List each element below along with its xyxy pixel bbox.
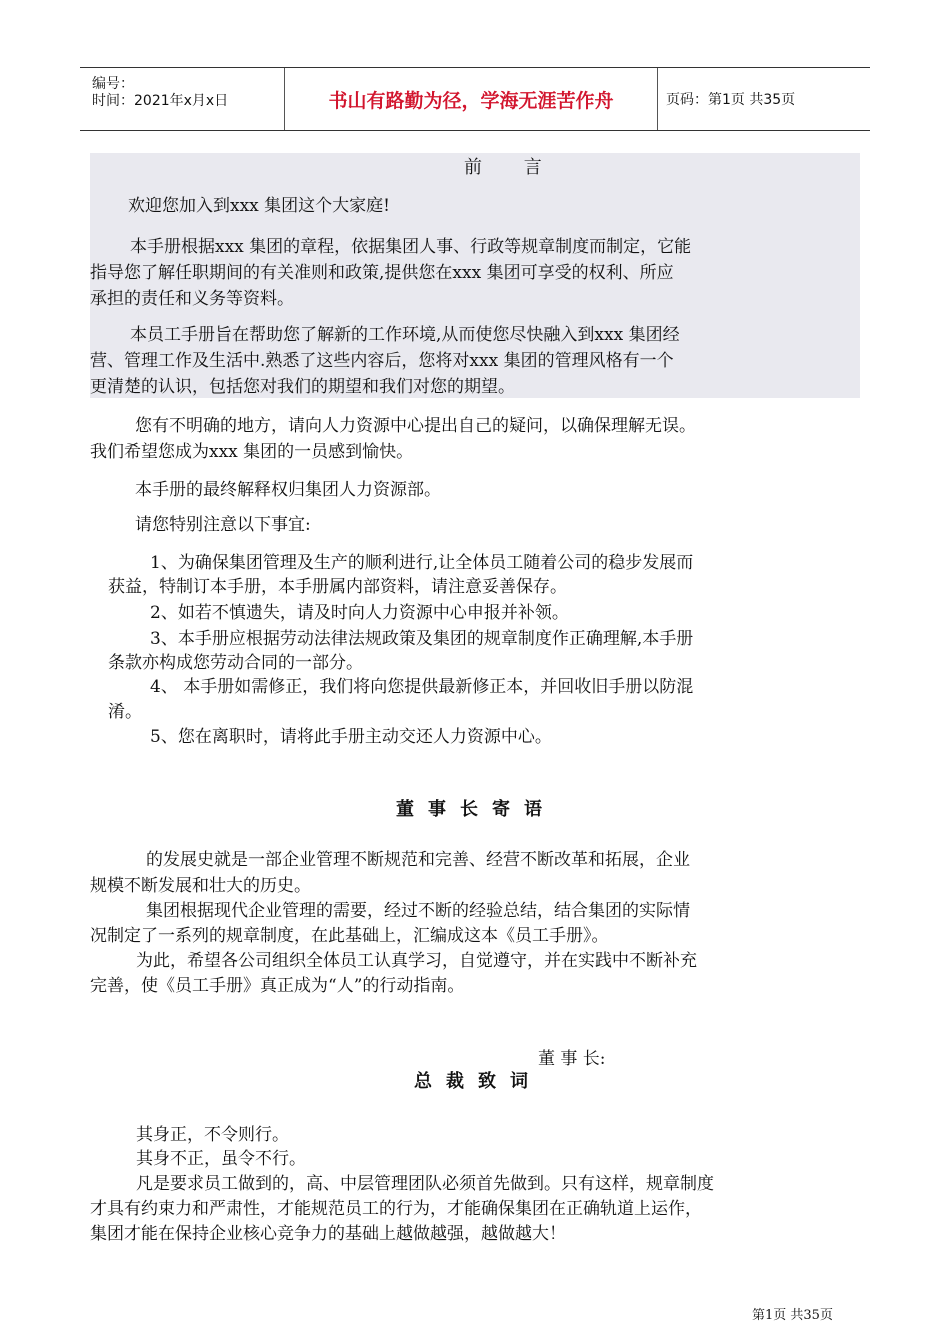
number-label: 编号：	[92, 76, 134, 92]
preface-p5: 请您特别注意以下事宜:	[135, 515, 311, 535]
time-label: 时间：2021年x月x日	[92, 93, 229, 109]
document-header	[80, 67, 870, 131]
chairman-title: 董事长寄语	[396, 799, 556, 820]
header-info-cell	[80, 68, 284, 130]
preface-p2-line3: 更清楚的认识，包括您对我们的期望和我们对您的期望。	[90, 377, 515, 397]
notice-item-5: 5、您在离职时，请将此手册主动交还人力资源中心。	[150, 727, 552, 747]
notice-item-1-line1: 1、为确保集团管理及生产的顺利进行,让全体员工随着公司的稳步发展而	[150, 553, 694, 573]
preface-p1-line1: 本手册根据xxx 集团的章程，依据集团人事、行政等规章制度而制定，它能	[130, 237, 692, 257]
president-line2: 其身不正，虽令不行。	[136, 1149, 306, 1169]
president-line1: 其身正，不令则行。	[136, 1125, 289, 1145]
page-footer: 第1页 共35页	[752, 1308, 833, 1323]
chairman-p3-line2: 完善，使《员工手册》真正成为“人”的行动指南。	[90, 976, 465, 996]
preface-p1-line3: 承担的责任和义务等资料。	[90, 289, 294, 309]
preface-p3-line2: 我们希望您成为xxx 集团的一员感到愉快。	[90, 442, 414, 462]
preface-p2-line2: 营、管理工作及生活中.熟悉了这些内容后，您将对xxx 集团的管理风格有一个	[90, 351, 674, 371]
preface-p1-line2: 指导您了解任职期间的有关准则和政策,提供您在xxx 集团可享受的权利、所应	[90, 263, 674, 283]
president-p-line2: 才具有约束力和严肃性，才能规范员工的行为，才能确保集团在正确轨道上运作，	[90, 1199, 702, 1219]
chairman-p1-line1: 的发展史就是一部企业管理不断规范和完善、经营不断改革和拓展，企业	[146, 850, 690, 870]
preface-welcome: 欢迎您加入到xxx 集团这个大家庭!	[128, 196, 390, 216]
chairman-p1-line2: 规模不断发展和壮大的历史。	[90, 876, 311, 896]
notice-item-4-line1: 4、 本手册如需修正，我们将向您提供最新修正本，并回收旧手册以防混	[150, 677, 694, 697]
notice-item-3-line1: 3、本手册应根据劳动法律法规政策及集团的规章制度作正确理解,本手册	[150, 629, 694, 649]
chairman-p3-line1: 为此，希望各公司组织全体员工认真学习，自觉遵守，并在实践中不断补充	[136, 951, 697, 971]
chairman-signature: 董 事 长:	[538, 1049, 606, 1069]
preface-p2-line1: 本员工手册旨在帮助您了解新的工作环境,从而使您尽快融入到xxx 集团经	[130, 325, 680, 345]
preface-p3-line1: 您有不明确的地方，请向人力资源中心提出自己的疑问，以确保理解无误。	[135, 416, 696, 436]
notice-item-4-line2: 淆。	[108, 702, 142, 722]
preface-title: 前 言	[464, 157, 560, 178]
notice-item-2: 2、如若不慎遗失，请及时向人力资源中心申报并补领。	[150, 603, 569, 623]
chairman-p2-line2: 况制定了一系列的规章制度，在此基础上，汇编成这本《员工手册》。	[90, 926, 609, 946]
preface-p4: 本手册的最终解释权归集团人力资源部。	[135, 480, 441, 500]
president-p-line1: 凡是要求员工做到的，高、中层管理团队必须首先做到。只有这样，规章制度	[136, 1174, 714, 1194]
president-title: 总裁致词	[414, 1071, 542, 1092]
president-p-line3: 集团才能在保持企业核心竞争力的基础上越做越强，越做越大！	[90, 1224, 566, 1244]
chairman-p2-line1: 集团根据现代企业管理的需要，经过不断的经验总结，结合集团的实际情	[146, 901, 690, 921]
header-motto: 书山有路勤为径，学海无涯苦作舟	[284, 68, 658, 130]
header-page-label: 页码：第1页 共35页	[666, 92, 796, 108]
notice-item-1-line2: 获益，特制订本手册，本手册属内部资料，请注意妥善保存。	[108, 577, 567, 597]
notice-item-3-line2: 条款亦构成您劳动合同的一部分。	[108, 653, 363, 673]
